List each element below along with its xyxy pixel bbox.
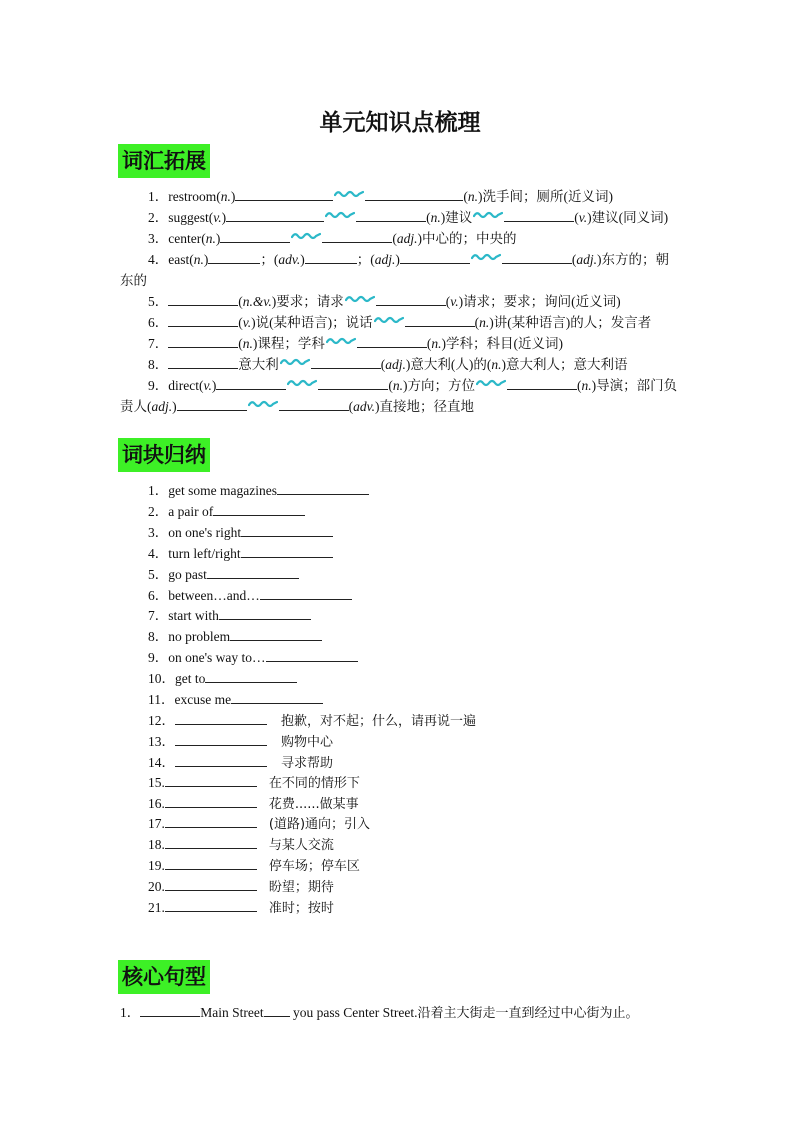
wavy-arrow-icon: [345, 294, 375, 303]
item-text: 东的: [120, 273, 147, 288]
item-text: )洗手间；厕所(近义词): [477, 189, 613, 204]
item-text: 16.: [148, 795, 165, 811]
wavy-arrow-icon: [374, 315, 404, 324]
wavy-arrow-icon: [248, 399, 278, 408]
answer-blank: [165, 774, 257, 787]
part-of-speech: n.: [491, 357, 502, 372]
answer-blank: [241, 545, 333, 558]
phrase-item: [120, 542, 682, 562]
item-text: 20.: [148, 879, 165, 895]
phrase-meaning: 购物中心: [281, 734, 334, 750]
item-text: (: [574, 210, 579, 225]
item-text: 1．restroom(: [148, 189, 221, 204]
item-text: ): [211, 378, 217, 393]
answer-blank: [311, 356, 381, 369]
part-of-speech: adj.: [385, 357, 406, 372]
item-text: (: [380, 357, 386, 372]
answer-blank: [231, 691, 323, 704]
answer-blank: [165, 795, 257, 808]
phrase-item: [120, 688, 682, 708]
item-text: )意大利(人)的(: [405, 357, 492, 372]
item-text: )学科；科目(近义词): [441, 336, 563, 351]
item-text: )说(某种语言)；说话: [251, 315, 373, 330]
part-of-speech: n.: [205, 231, 216, 246]
phrase-item: [120, 772, 682, 791]
phrase-item: [120, 793, 682, 812]
vocab-item: [120, 269, 682, 289]
item-text: (: [238, 315, 243, 330]
answer-blank: [177, 398, 247, 411]
phrase-item: [120, 709, 682, 729]
item-text: 19.: [148, 858, 165, 874]
item-text: )导演；部门负: [591, 378, 678, 393]
item-text: ): [172, 399, 177, 414]
item-text: (: [238, 336, 243, 351]
vocab-item: [120, 374, 682, 394]
phrase-meaning: 抱歉，对不起；什么，请再说一遍: [281, 713, 477, 729]
item-text: )方向；方位: [402, 378, 475, 393]
item-text: (: [474, 315, 480, 330]
wavy-arrow-icon: [476, 378, 506, 387]
phrase-meaning: 盼望；期待: [268, 880, 334, 896]
item-text: (: [348, 399, 354, 414]
wavy-arrow-icon: [471, 252, 501, 261]
answer-blank: [260, 587, 352, 600]
phrase-item: [120, 646, 682, 666]
item-text: 8．: [148, 357, 169, 372]
item-text: ): [221, 210, 227, 225]
item-text: )直接地；径直地: [375, 399, 475, 414]
section-heading-phrases: 词块归纳: [118, 438, 210, 472]
item-text: 5．go past: [148, 566, 207, 582]
section-heading-sentences: 核心句型: [118, 960, 210, 994]
phrase-meaning: 准时；按时: [268, 901, 334, 916]
answer-blank: [318, 377, 388, 390]
item-text: )东方的；朝: [597, 252, 670, 267]
answer-blank: [266, 649, 358, 662]
answer-blank: [175, 754, 267, 767]
item-text: 6．: [148, 315, 169, 330]
item-text: 2．a pair of: [148, 503, 214, 519]
page-title: 单元知识点梳理: [319, 110, 481, 136]
item-text: ): [300, 252, 305, 267]
item-text: ): [215, 231, 221, 246]
answer-blank: [140, 1004, 200, 1017]
answer-blank: [230, 628, 322, 641]
answer-blank: [175, 733, 267, 746]
phrase-item: [120, 876, 682, 895]
item-text: (: [426, 336, 432, 351]
vocab-item: [120, 206, 682, 226]
part-of-speech: n.: [467, 189, 478, 204]
item-text: 13．: [148, 733, 175, 749]
phrase-item: [120, 751, 682, 771]
part-of-speech: n.: [479, 315, 490, 330]
answer-blank: [165, 857, 257, 870]
phrase-item: [120, 479, 682, 499]
item-text: 9．on one's way to…: [148, 650, 266, 666]
item-text: 3．on one's right: [148, 524, 242, 540]
item-text: 责人(: [120, 399, 152, 414]
item-text: 11．excuse me: [148, 692, 232, 707]
item-text: 9．direct(: [148, 378, 204, 393]
sentence-translation: 沿着主大街走一直到经过中心街为止。: [417, 1006, 639, 1021]
item-text: 3．center(: [148, 231, 206, 246]
vocab-item: [120, 353, 682, 373]
vocab-item: [120, 395, 682, 415]
item-text: Main Street: [200, 1005, 264, 1020]
item-text: 15.: [148, 774, 165, 790]
phrase-item: [120, 730, 682, 750]
item-text: (: [576, 378, 582, 393]
item-text: )意大利人；意大利语: [501, 357, 628, 372]
answer-blank: [305, 251, 357, 264]
part-of-speech: n.: [220, 189, 231, 204]
item-text: 4．turn left/right: [148, 545, 241, 561]
item-text: )课程；学科: [252, 336, 325, 351]
phrase-item: [120, 604, 682, 624]
answer-blank: [219, 607, 311, 620]
vocab-item: [120, 332, 682, 352]
part-of-speech: n.: [581, 378, 592, 393]
item-text: 10．get to: [148, 671, 206, 687]
item-text: )建议(同义词): [587, 210, 669, 225]
part-of-speech: v.: [450, 294, 459, 309]
item-text: 5．: [148, 294, 169, 309]
answer-blank: [168, 293, 238, 306]
wavy-arrow-icon: [326, 336, 356, 345]
answer-blank: [264, 1004, 290, 1017]
phrase-item: [120, 521, 682, 541]
phrase-item: [120, 584, 682, 604]
item-text: you pass Center Street.: [289, 1005, 418, 1020]
answer-blank: [208, 251, 260, 264]
item-text: )建议: [440, 210, 473, 225]
wavy-arrow-icon: [291, 231, 321, 240]
vocab-item: [120, 185, 682, 205]
answer-blank: [165, 878, 257, 891]
wavy-arrow-icon: [334, 189, 364, 198]
item-text: (: [426, 210, 431, 225]
sentence-item: [120, 1001, 682, 1021]
wavy-arrow-icon: [287, 378, 317, 387]
answer-blank: [279, 398, 349, 411]
vocab-item: [120, 227, 682, 247]
item-text: 21.: [148, 900, 165, 915]
phrase-item: [120, 897, 682, 916]
part-of-speech: v.: [578, 210, 588, 225]
item-text: (: [238, 294, 243, 309]
item-text: (: [571, 252, 577, 267]
item-text: )请求；要求；询问(近义词): [458, 294, 621, 309]
part-of-speech: n.: [193, 252, 204, 267]
answer-blank: [504, 209, 574, 222]
phrase-item: [120, 563, 682, 583]
part-of-speech: n.&v.: [242, 294, 272, 309]
phrase-meaning: (道路)通向；引入: [268, 817, 371, 833]
part-of-speech: adv.: [353, 399, 376, 414]
item-text: 1．get some magazines: [148, 483, 277, 498]
item-text: ): [230, 189, 236, 204]
item-text: 8．no problem: [148, 629, 231, 645]
answer-blank: [277, 482, 369, 495]
answer-blank: [357, 335, 427, 348]
item-text: (: [392, 231, 397, 246]
answer-blank: [507, 377, 577, 390]
part-of-speech: adv.: [278, 252, 301, 267]
answer-blank: [213, 503, 305, 516]
part-of-speech: v.: [213, 210, 222, 225]
answer-blank: [168, 314, 238, 327]
part-of-speech: v.: [203, 378, 212, 393]
answer-blank: [226, 209, 324, 222]
item-text: 7．start with: [148, 608, 219, 624]
answer-blank: [165, 815, 257, 828]
answer-blank: [165, 899, 257, 912]
vocab-item: [120, 248, 682, 268]
part-of-speech: n.: [431, 336, 442, 351]
item-text: 2．suggest(: [148, 210, 214, 225]
item-text: 1．: [120, 1005, 141, 1020]
answer-blank: [322, 230, 392, 243]
item-text: ；(: [260, 252, 279, 267]
item-text: 6．between…and…: [148, 587, 260, 603]
answer-blank: [376, 293, 446, 306]
phrase-meaning: 停车场；停车区: [268, 859, 360, 875]
wavy-arrow-icon: [325, 210, 355, 219]
section-heading-vocab: 词汇拓展: [118, 144, 210, 178]
phrase-item: [120, 500, 682, 520]
item-text: )中心的；中央的: [417, 231, 517, 246]
phrase-item: [120, 855, 682, 874]
answer-blank: [356, 209, 426, 222]
item-text: )要求；请求: [271, 294, 344, 309]
item-text: 18.: [148, 837, 165, 853]
item-text: )讲(某种语言)的人；发言者: [489, 315, 652, 330]
answer-blank: [207, 566, 299, 579]
item-text: (: [463, 189, 468, 204]
item-text: 14．: [148, 754, 175, 770]
answer-blank: [405, 314, 475, 327]
vocab-item: [120, 290, 682, 310]
phrase-meaning: 花费......做某事: [268, 796, 359, 812]
part-of-speech: v.: [242, 315, 252, 330]
item-text: 4．east(: [148, 252, 194, 267]
answer-blank: [165, 836, 257, 849]
answer-blank: [235, 188, 333, 201]
answer-blank: [175, 712, 267, 725]
item-text: 12．: [148, 712, 175, 728]
part-of-speech: adj.: [576, 252, 598, 267]
part-of-speech: n.: [430, 210, 441, 225]
phrase-item: [120, 834, 682, 853]
answer-blank: [220, 230, 290, 243]
wavy-arrow-icon: [280, 357, 310, 366]
answer-blank: [241, 524, 333, 537]
vocab-item: [120, 311, 682, 331]
answer-blank: [216, 377, 286, 390]
part-of-speech: adj.: [374, 252, 396, 267]
answer-blank: [168, 356, 238, 369]
answer-blank: [502, 251, 572, 264]
phrase-meaning: 寻求帮助: [281, 755, 334, 771]
part-of-speech: adj.: [396, 231, 418, 246]
answer-blank: [400, 251, 470, 264]
phrase-meaning: 在不同的情形下: [268, 775, 360, 791]
item-text: ；(: [356, 252, 375, 267]
part-of-speech: n.: [242, 336, 253, 351]
part-of-speech: adj.: [151, 399, 173, 414]
wavy-arrow-icon: [473, 210, 503, 219]
item-text: 17.: [148, 816, 165, 832]
answer-blank: [205, 670, 297, 683]
answer-blank: [365, 188, 463, 201]
phrase-item: [120, 813, 682, 832]
item-text: (: [445, 294, 451, 309]
phrase-item: [120, 667, 682, 687]
item-text: (: [388, 378, 393, 393]
item-text: ): [203, 252, 209, 267]
answer-blank: [168, 335, 238, 348]
item-text: ): [395, 252, 400, 267]
part-of-speech: n.: [392, 378, 403, 393]
phrase-item: [120, 625, 682, 645]
item-text: 7．: [148, 336, 169, 351]
phrase-meaning: 与某人交流: [268, 838, 334, 854]
item-text: 意大利: [238, 357, 279, 372]
